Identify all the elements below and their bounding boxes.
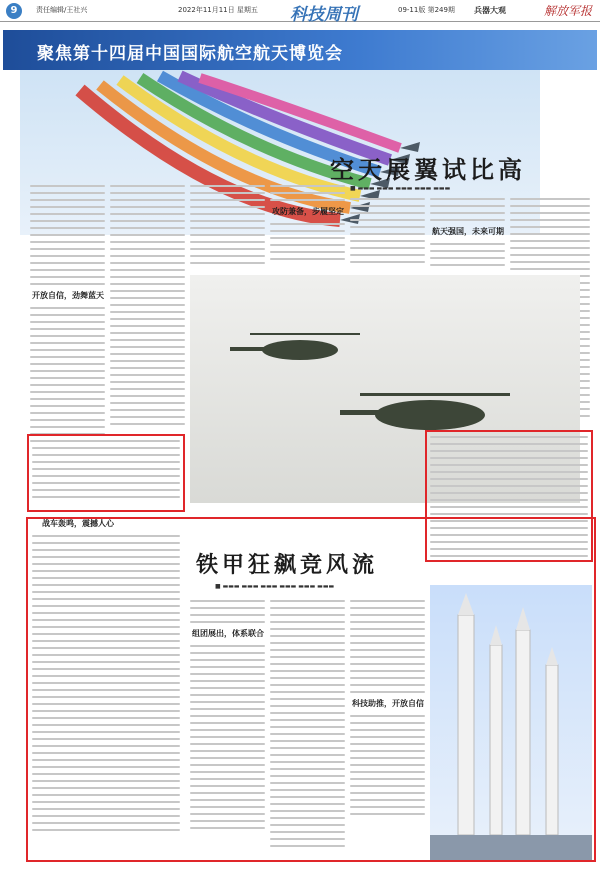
- section-name: 兵器大观: [474, 6, 506, 15]
- armor-col-4: [270, 600, 345, 852]
- editors: 责任编辑/王社兴: [36, 6, 88, 14]
- masthead: [0, 0, 600, 25]
- airshow-subhead-1: 开放自信，劲舞蓝天: [32, 291, 104, 300]
- airshow-col-4: [270, 185, 345, 265]
- banner-text: 聚焦第十四届中国国际航空航天博览会: [37, 44, 343, 64]
- airshow-col-8: [430, 436, 588, 562]
- armor-subhead-2: 组团展出，体系联合: [192, 629, 264, 638]
- airshow-subhead-3: 航天强国，未来可期: [432, 227, 504, 236]
- armor-col-3: [190, 600, 265, 834]
- armor-byline: ■ ▬▬▬ ▬▬▬ ▬▬▬ ▬▬▬ ▬▬▬ ▬▬▬: [215, 583, 335, 590]
- armor-subhead-1: 战车轰鸣，震撼人心: [42, 519, 114, 528]
- airshow-col-5: [350, 198, 425, 268]
- armor-col-5: [350, 600, 425, 820]
- airshow-headline: 空天展翼试比高: [330, 155, 526, 184]
- airshow-col-2: [110, 185, 185, 430]
- airshow-col-3: [190, 185, 265, 269]
- issue-number: 09-11版 第249期: [398, 6, 455, 14]
- page-number: 9: [6, 3, 22, 19]
- armor-col-1: [32, 440, 180, 503]
- newspaper-logo: 解放军报: [544, 4, 593, 18]
- airshow-col-6: [430, 198, 505, 271]
- armor-subhead-3: 科技助推，开放自信: [352, 699, 424, 708]
- armor-headline: 铁甲狂飙竞风流: [196, 552, 379, 578]
- rocket-models-photo: [430, 585, 592, 860]
- airshow-subhead-2: 攻防兼备，步履坚定: [272, 207, 344, 216]
- airshow-byline: ■ ▬▬▬ ▬▬▬ ▬▬▬ ▬▬▬ ▬▬▬: [350, 185, 451, 192]
- issue-date: 2022年11月11日 星期五: [178, 6, 258, 14]
- topic-banner: [3, 30, 597, 70]
- armor-col-2: [32, 518, 180, 836]
- column-title: 科技周刊: [290, 5, 358, 25]
- airshow-col-1: [30, 185, 105, 447]
